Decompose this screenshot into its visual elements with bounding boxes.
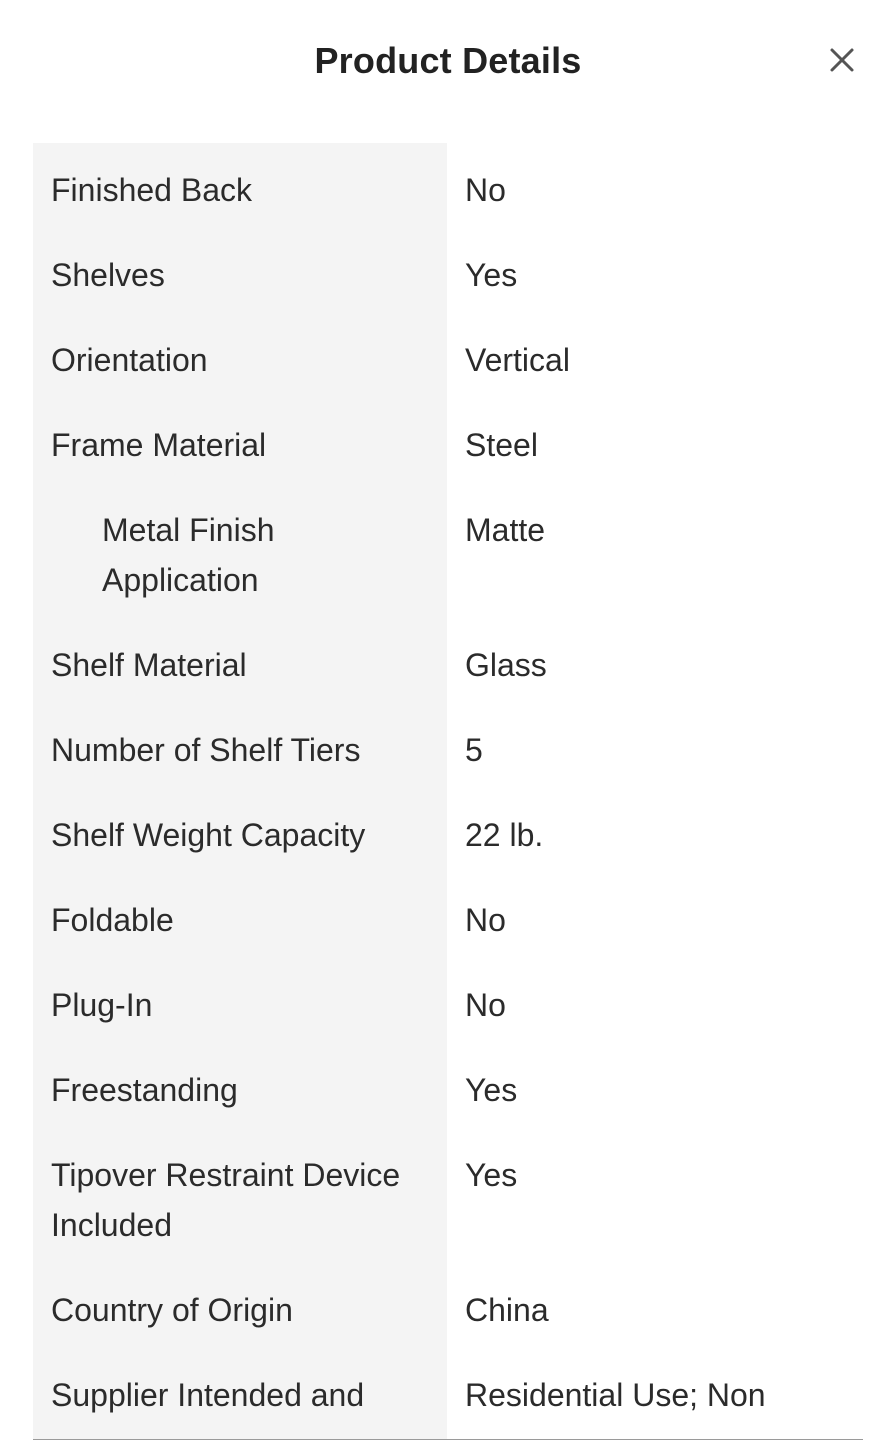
detail-value: Residential Use; Non [447, 1348, 863, 1439]
detail-label-indented: Metal Finish Application [33, 483, 447, 624]
detail-value: China [447, 1263, 863, 1354]
close-button[interactable] [824, 42, 860, 78]
detail-label: Orientation [33, 313, 447, 404]
detail-value: Yes [447, 1128, 863, 1269]
table-row [33, 711, 863, 796]
table-row [33, 406, 863, 491]
table-row [33, 1271, 863, 1356]
detail-label: Frame Material [33, 398, 447, 489]
detail-label: Freestanding [33, 1043, 447, 1134]
details-table [33, 149, 863, 1440]
table-row [33, 1051, 863, 1136]
detail-value: 5 [447, 703, 863, 794]
detail-label: Foldable [33, 873, 447, 964]
table-row [33, 796, 863, 881]
modal-title: Product Details [314, 40, 582, 81]
table-row [33, 151, 863, 236]
detail-value: No [447, 143, 863, 234]
table-row [33, 966, 863, 1051]
close-icon [829, 47, 855, 73]
table-row [33, 321, 863, 406]
detail-label: Shelf Material [33, 618, 447, 709]
table-row [33, 1356, 863, 1440]
detail-value: 22 lb. [447, 788, 863, 879]
detail-label: Plug-In [33, 958, 447, 1049]
detail-value: Yes [447, 1043, 863, 1134]
detail-label: Supplier Intended and [33, 1348, 447, 1439]
table-row [33, 881, 863, 966]
detail-label: Finished Back [33, 143, 447, 234]
detail-value: No [447, 873, 863, 964]
detail-label: Shelves [33, 228, 447, 319]
detail-value: Vertical [447, 313, 863, 404]
detail-label: Tipover Restraint Device Included [33, 1128, 447, 1269]
detail-label: Country of Origin [33, 1263, 447, 1354]
table-row [33, 626, 863, 711]
detail-value: No [447, 958, 863, 1049]
modal-header [0, 0, 896, 150]
detail-value: Steel [447, 398, 863, 489]
detail-value: Matte [447, 483, 863, 624]
detail-value: Glass [447, 618, 863, 709]
detail-value: Yes [447, 228, 863, 319]
table-row [33, 491, 863, 626]
detail-label: Shelf Weight Capacity [33, 788, 447, 879]
table-row [33, 236, 863, 321]
detail-label: Number of Shelf Tiers [33, 703, 447, 794]
table-row [33, 1136, 863, 1271]
